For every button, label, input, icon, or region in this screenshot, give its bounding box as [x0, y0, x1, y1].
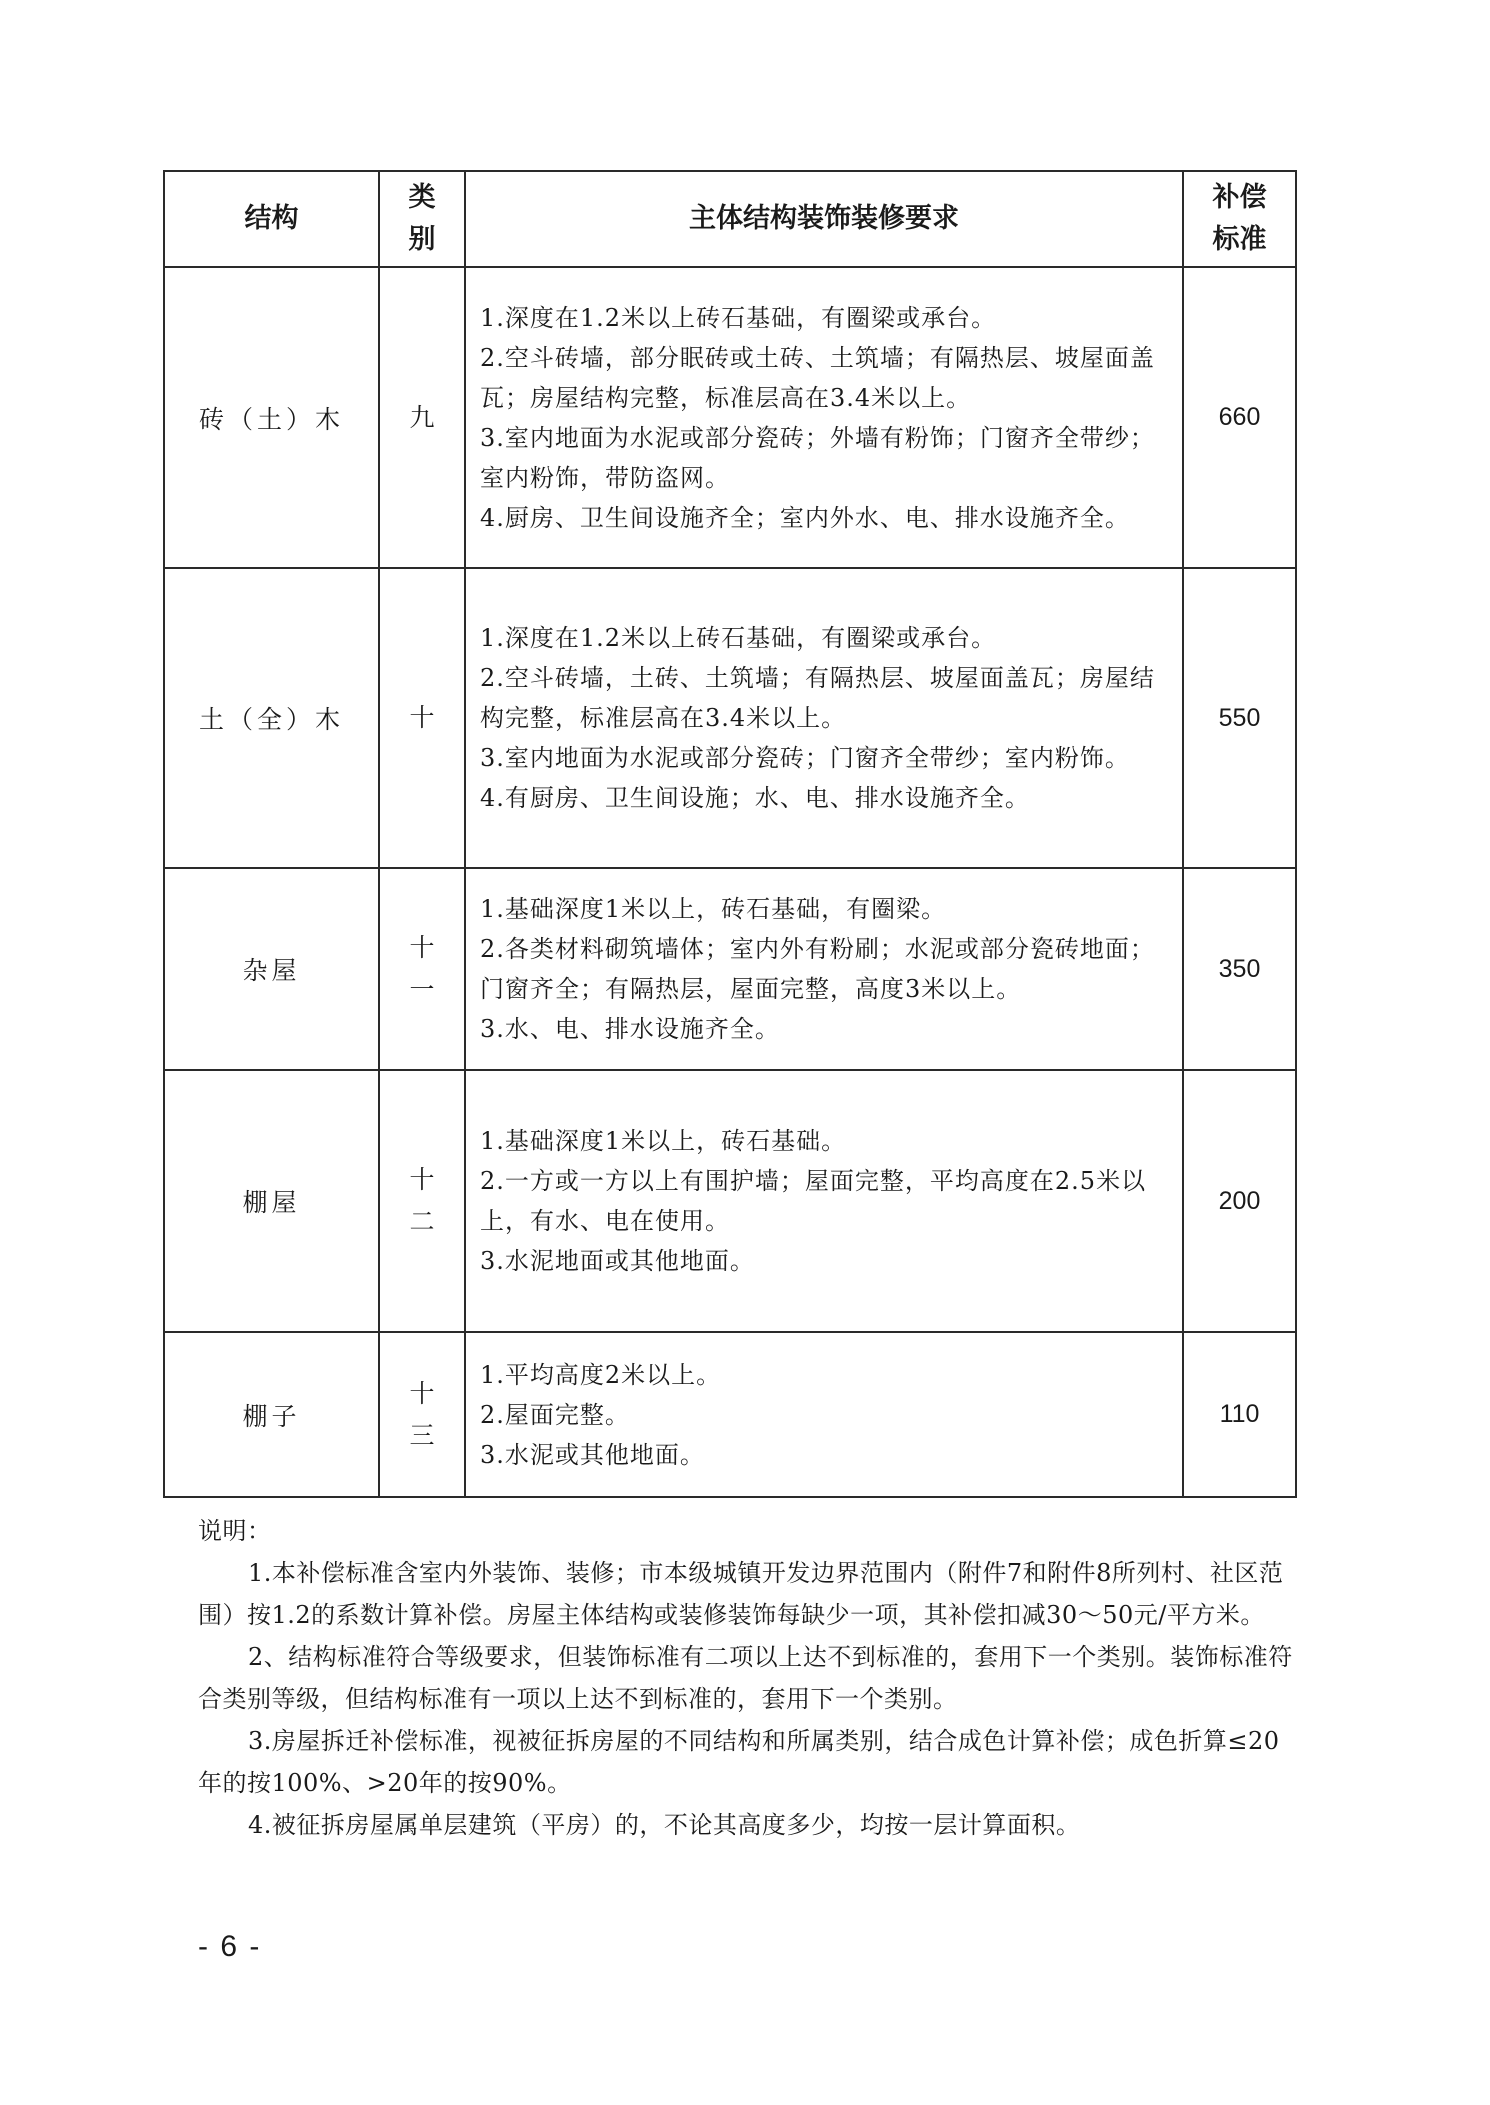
category-cell [379, 868, 465, 1070]
standard-value-cell: 660 [1183, 267, 1296, 568]
category-cell [379, 568, 465, 868]
standard-value-cell: 110 [1183, 1332, 1296, 1497]
requirement-item: 3.水泥地面或其他地面。 [480, 1247, 755, 1275]
category-char: 十 [409, 703, 435, 732]
requirement-item: 2.空斗砖墙，土砖、土筑墙；有隔热层、坡屋面盖瓦；房屋结构完整，标准层高在3.4米以上。 [480, 664, 1155, 732]
header-category-line1: 类 [408, 182, 436, 213]
header-category-line2: 别 [408, 224, 436, 255]
requirement-item: 4.厨房、卫生间设施齐全；室内外水、电、排水设施齐全。 [480, 503, 1130, 532]
notes-paragraph: 2、结构标准符合等级要求，但装饰标准有二项以上达不到标准的，套用下一个类别。装饰标准符合类别等级，但结构标准有一项以上达不到标准的，套用下一个类别。 [198, 1643, 1293, 1713]
notes-paragraph: 1.本补偿标准含室内外装饰、装修；市本级城镇开发边界范围内（附件7和附件8所列村、社区范围）按1.2的系数计算补偿。房屋主体结构或装修装饰每缺少一项，其补偿扣减30～50元/平方米。 [198, 1559, 1284, 1629]
notes-title: 说明： [198, 1517, 272, 1545]
header-requirements: 主体结构装饰装修要求 [465, 171, 1183, 267]
requirement-item: 3.室内地面为水泥或部分瓷砖；外墙有粉饰；门窗齐全带纱；室内粉饰，带防盗网。 [480, 423, 1155, 492]
requirement-item: 2.屋面完整。 [480, 1400, 630, 1429]
header-standard-line1: 补偿 [1212, 182, 1267, 213]
requirement-item: 1.基础深度1米以上，砖石基础，有圈梁。 [480, 895, 947, 923]
table-row [164, 267, 1296, 568]
notes-paragraph: 4.被征拆房屋属单层建筑（平房）的，不论其高度多少，均按一层计算面积。 [248, 1811, 1081, 1839]
standard-value-cell: 550 [1183, 568, 1296, 868]
category-cell [379, 1070, 465, 1332]
header-category [379, 171, 465, 267]
requirement-item: 3.水泥或其他地面。 [480, 1440, 705, 1469]
requirement-item: 1.深度在1.2米以上砖石基础，有圈梁或承台。 [480, 303, 997, 332]
requirement-item: 3.室内地面为水泥或部分瓷砖；门窗齐全带纱；室内粉饰。 [480, 744, 1130, 772]
header-standard [1183, 171, 1296, 267]
category-char: 三 [409, 1420, 435, 1450]
structure-cell: 杂屋 [164, 868, 379, 1070]
standard-value-cell: 350 [1183, 868, 1296, 1070]
requirement-item: 1.深度在1.2米以上砖石基础，有圈梁或承台。 [480, 624, 997, 652]
requirements-cell [465, 568, 1183, 868]
category-char: 十 [409, 1165, 435, 1194]
table-row [164, 1332, 1296, 1497]
header-standard-line2: 标准 [1212, 224, 1267, 255]
category-char: 二 [409, 1207, 435, 1236]
structure-cell: 土（全）木 [164, 568, 379, 868]
structure-cell: 棚屋 [164, 1070, 379, 1332]
table-row [164, 1070, 1296, 1332]
requirements-cell [465, 868, 1183, 1070]
requirements-cell [465, 1070, 1183, 1332]
requirement-item: 1.基础深度1米以上，砖石基础。 [480, 1127, 847, 1155]
requirement-item: 2.一方或一方以上有围护墙；屋面完整，平均高度在2.5米以上，有水、电在使用。 [480, 1167, 1147, 1235]
table-row [164, 568, 1296, 868]
requirement-item: 2.各类材料砌筑墙体；室内外有粉刷；水泥或部分瓷砖地面；门窗齐全；有隔热层，屋面完整，高度3米以上。 [480, 935, 1155, 1003]
requirement-item: 1.平均高度2米以上。 [480, 1360, 722, 1389]
requirements-cell [465, 1332, 1183, 1497]
category-char: 十 [409, 933, 435, 962]
compensation-standard-table [163, 170, 1297, 1498]
requirement-item: 3.水、电、排水设施齐全。 [480, 1015, 780, 1043]
table-header-row [164, 171, 1296, 267]
header-structure: 结构 [164, 171, 379, 267]
requirements-cell [465, 267, 1183, 568]
standard-value-cell: 200 [1183, 1070, 1296, 1332]
structure-cell: 砖（土）木 [164, 267, 379, 568]
requirement-item: 2.空斗砖墙，部分眠砖或土砖、土筑墙；有隔热层、坡屋面盖瓦；房屋结构完整，标准层高在3.4米以上。 [480, 343, 1155, 412]
category-char: 九 [409, 402, 435, 432]
category-cell [379, 267, 465, 568]
table-row [164, 868, 1296, 1070]
category-char: 十 [409, 1378, 435, 1408]
notes-paragraph: 3.房屋拆迁补偿标准，视被征拆房屋的不同结构和所属类别，结合成色计算补偿；成色折算≤20年的按100%、>20年的按90%。 [198, 1727, 1280, 1797]
category-char: 一 [409, 975, 435, 1004]
notes-section [198, 1510, 1298, 1846]
requirement-item: 4.有厨房、卫生间设施；水、电、排水设施齐全。 [480, 784, 1030, 812]
category-cell [379, 1332, 465, 1497]
structure-cell: 棚子 [164, 1332, 379, 1497]
page-number: - 6 - [198, 1930, 262, 1963]
